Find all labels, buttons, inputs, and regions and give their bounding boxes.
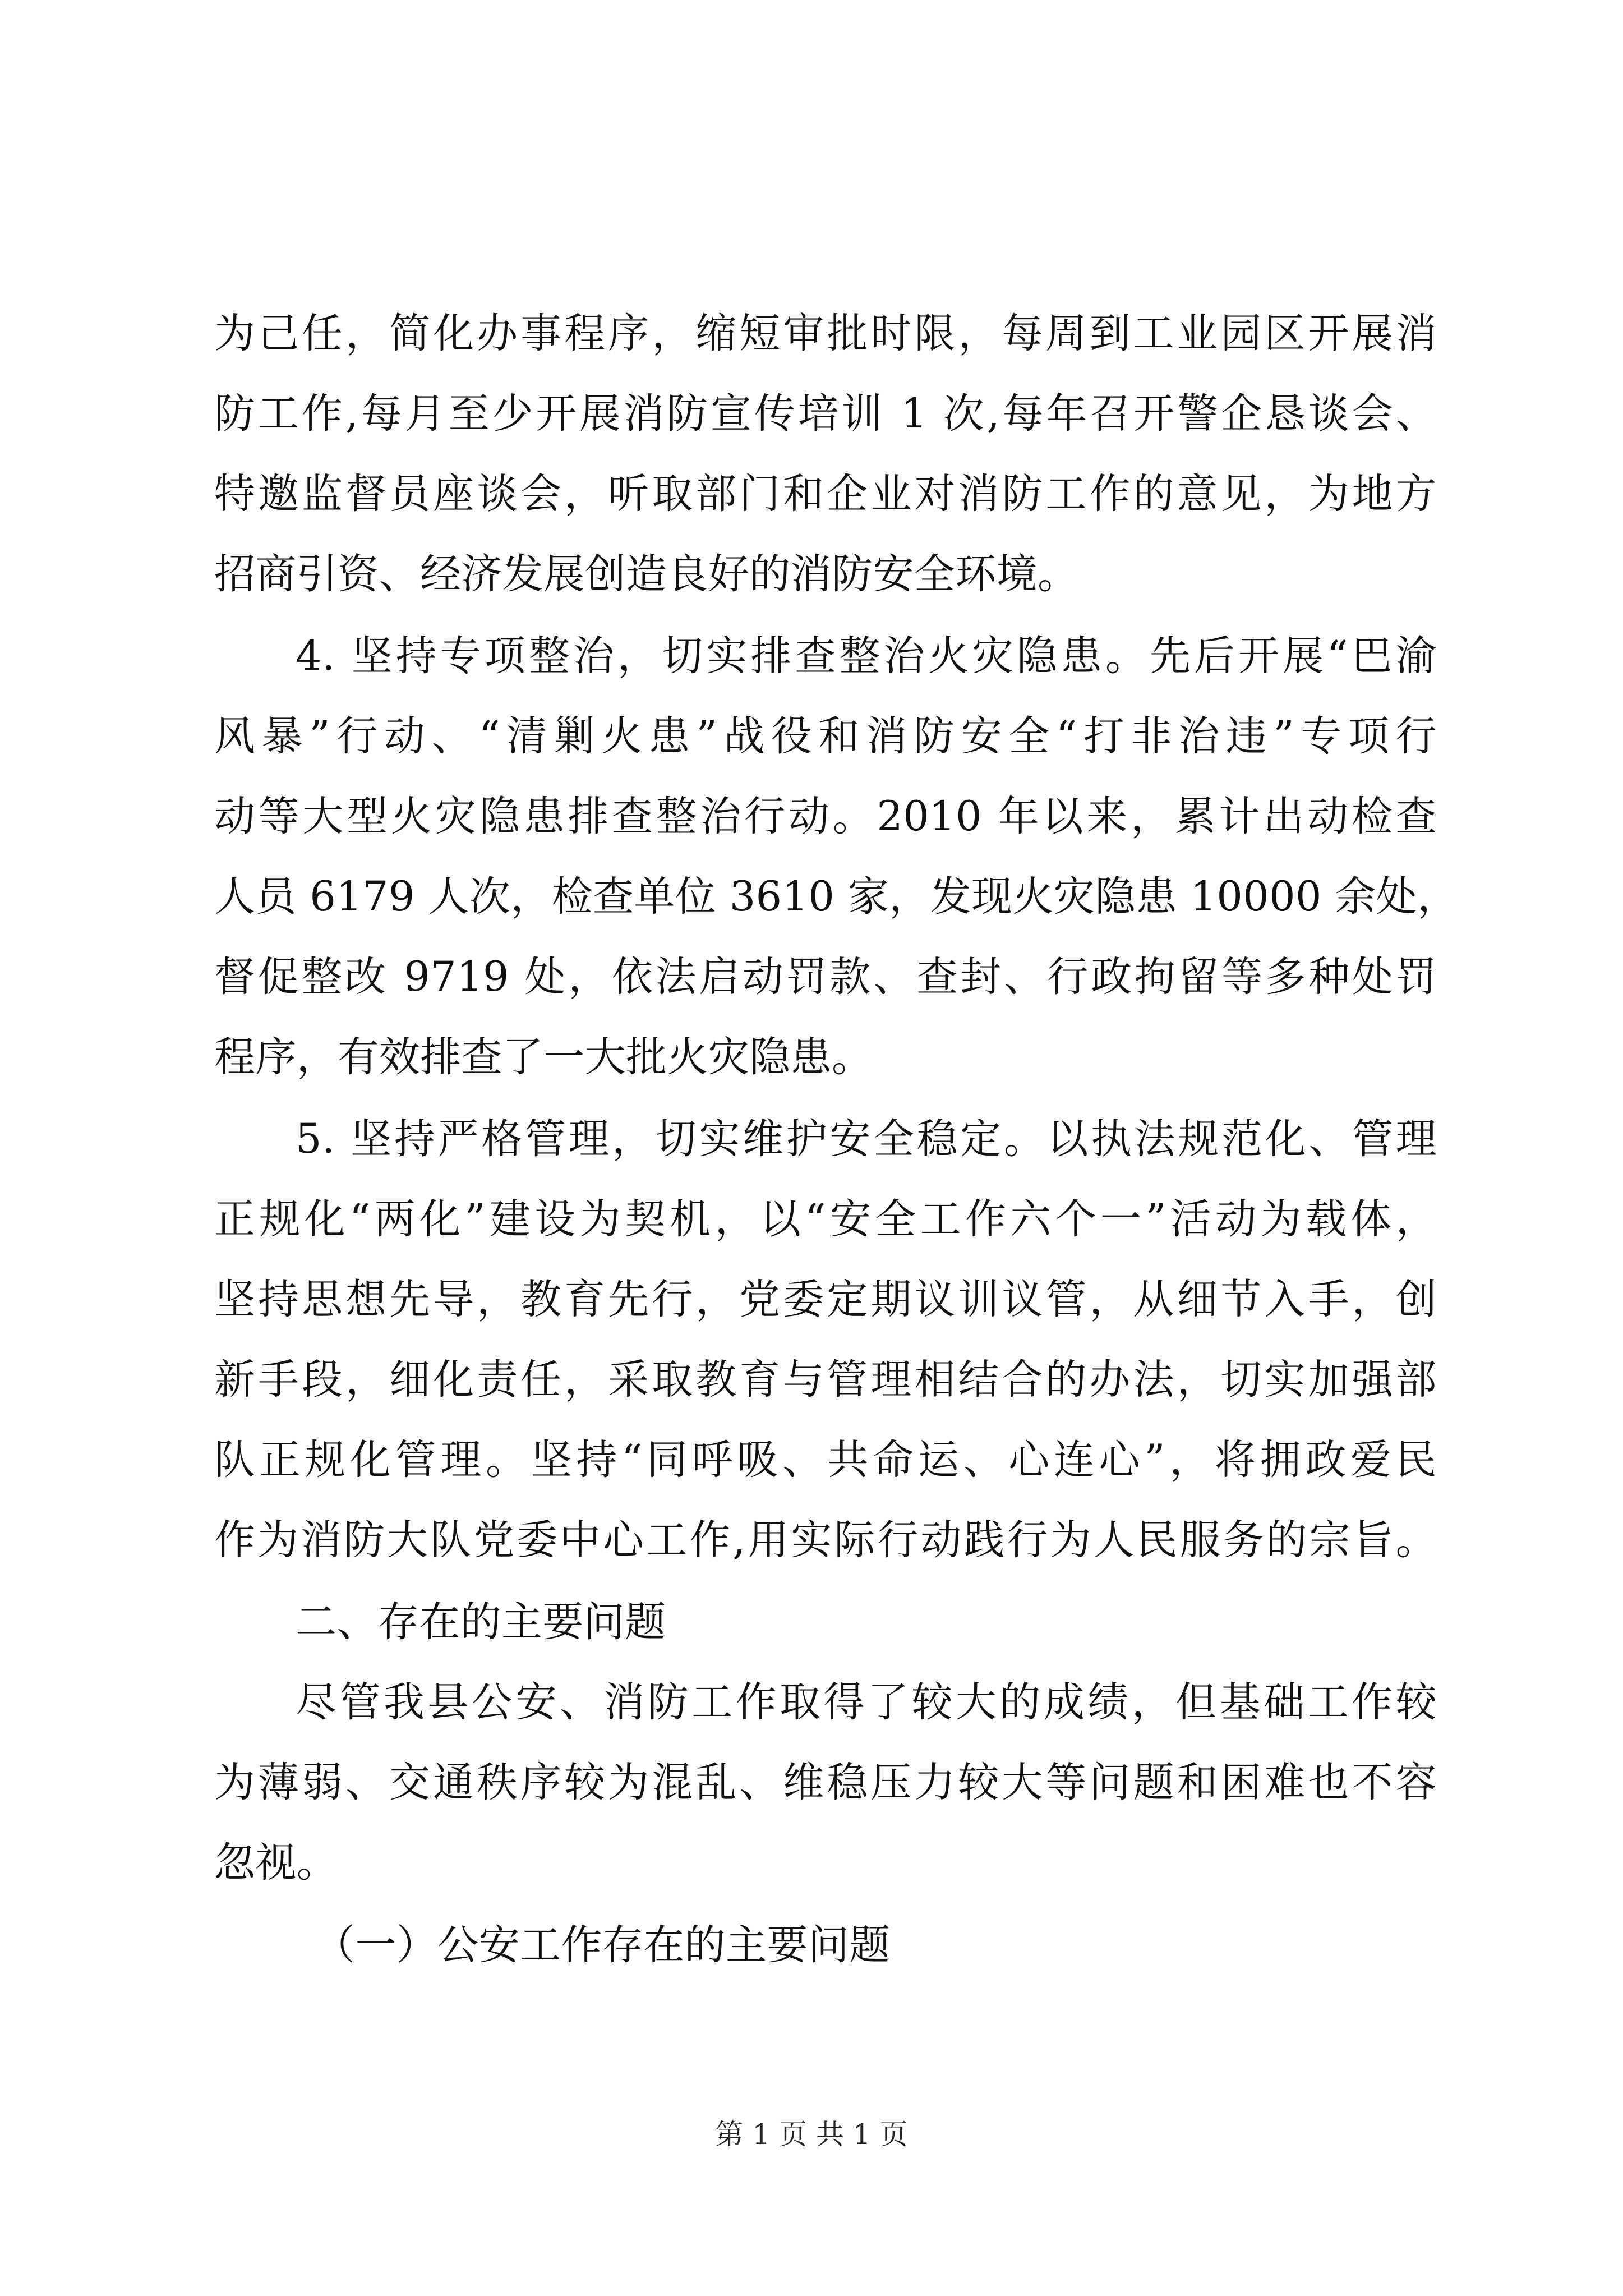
paragraph-line: 特邀监督员座谈会，听取部门和企业对消防工作的意见，为地方 xyxy=(214,470,1437,518)
paragraph-line: 防工作,每月至少开展消防宣传培训 1 次,每年召开警企恳谈会、 xyxy=(214,390,1437,438)
page-footer: 第 1 页 共 1 页 xyxy=(715,2118,908,2151)
subsection-heading: （一）公安工作存在的主要问题 xyxy=(314,1921,891,1969)
paragraph-line: 人员 6179 人次，检查单位 3610 家，发现火灾隐患 10000 余处， xyxy=(214,873,1459,921)
paragraph-line: 招商引资、经济发展创造良好的消防安全环境。 xyxy=(214,550,1079,598)
paragraph-line: 正规化“两化”建设为契机，以“安全工作六个一”活动为载体， xyxy=(214,1195,1437,1243)
paragraph-line: 队正规化管理。坚持“同呼吸、共命运、心连心”，将拥政爱民 xyxy=(214,1436,1437,1484)
paragraph-line: 作为消防大队党委中心工作,用实际行动践行为人民服务的宗旨。 xyxy=(214,1516,1437,1564)
paragraph-line: 为己任，简化办事程序，缩短审批时限，每周到工业园区开展消 xyxy=(214,310,1437,357)
section-heading: 二、存在的主要问题 xyxy=(296,1598,666,1646)
paragraph-line: 5. 坚持严格管理，切实维护安全稳定。以执法规范化、管理 xyxy=(296,1115,1437,1163)
paragraph-line: 忽视。 xyxy=(214,1839,338,1887)
paragraph-line: 尽管我县公安、消防工作取得了较大的成绩，但基础工作较 xyxy=(296,1678,1437,1726)
paragraph-line: 坚持思想先导，教育先行，党委定期议训议管，从细节入手，创 xyxy=(214,1276,1437,1323)
paragraph-line: 动等大型火灾隐患排查整治行动。2010 年以来，累计出动检查 xyxy=(214,793,1437,840)
paragraph-line: 风暴”行动、“清剿火患”战役和消防安全“打非治违”专项行 xyxy=(214,712,1437,760)
paragraph-line: 4. 坚持专项整治，切实排查整治火灾隐患。先后开展“巴渝 xyxy=(296,632,1437,680)
paragraph-line: 程序，有效排查了一大批火灾隐患。 xyxy=(214,1033,873,1081)
paragraph-line: 新手段，细化责任，采取教育与管理相结合的办法，切实加强部 xyxy=(214,1356,1437,1404)
paragraph-line: 督促整改 9719 处，依法启动罚款、查封、行政拘留等多种处罚 xyxy=(214,953,1437,1001)
paragraph-line: 为薄弱、交通秩序较为混乱、维稳压力较大等问题和困难也不容 xyxy=(214,1759,1437,1806)
